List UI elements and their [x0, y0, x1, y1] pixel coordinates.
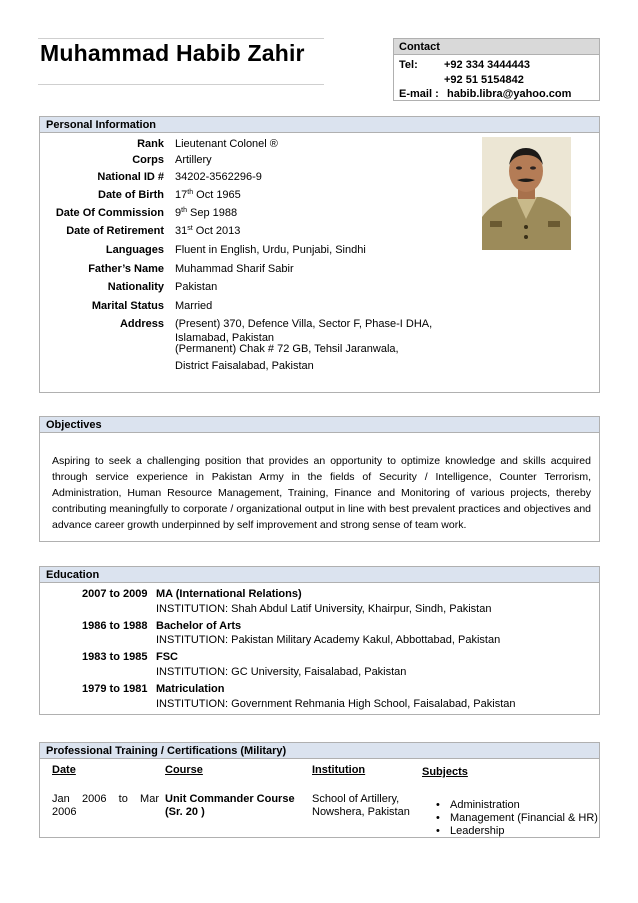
rank-value: Lieutenant Colonel ®: [175, 138, 278, 150]
languages-value: Fluent in English, Urdu, Punjabi, Sindhi: [175, 244, 366, 256]
training-course-line-1: Unit Commander Course: [165, 793, 295, 805]
personal-information-title: Personal Information: [40, 117, 599, 133]
candidate-name: Muhammad Habib Zahir: [40, 40, 305, 66]
dob-label: Date of Birth: [98, 189, 164, 201]
address-line-1: (Present) 370, Defence Villa, Sector F, Phase-I DHA,: [175, 318, 433, 330]
commission-label: Date Of Commission: [55, 207, 164, 219]
commission-suffix: th: [181, 207, 187, 214]
retirement-day: 31: [175, 225, 188, 237]
subject-item: • Administration: [436, 799, 598, 812]
tel-label: Tel:: [399, 59, 418, 71]
email-label: E-mail :: [399, 88, 439, 100]
training-institution-line-1: School of Artillery,: [312, 793, 400, 805]
national-id-label: National ID #: [97, 171, 164, 183]
contact-box: [393, 38, 600, 101]
father-name-label: Father’s Name: [88, 263, 164, 275]
dob-suffix: th: [187, 189, 194, 196]
subject-item: • Leadership: [436, 825, 598, 838]
tel-secondary: +92 51 5154842: [444, 74, 524, 86]
tel-primary: +92 334 3444443: [444, 59, 530, 71]
training-title: Professional Training / Certifications (Military): [40, 743, 599, 759]
education-degree: MA (International Relations): [156, 588, 302, 600]
address-label: Address: [119, 318, 164, 330]
training-subjects-list: [436, 799, 598, 838]
corps-label: Corps: [132, 154, 164, 166]
commission-day: 9: [175, 207, 182, 219]
retirement-label: Date of Retirement: [66, 225, 164, 237]
officer-portrait-icon: [482, 137, 571, 250]
dob-day: 17: [175, 189, 188, 201]
training-col-subjects: Subjects: [422, 766, 468, 778]
header-top-rule: [38, 38, 324, 39]
objectives-title: Objectives: [40, 417, 599, 433]
rank-label: Rank: [137, 138, 164, 150]
training-date: [52, 793, 159, 819]
objectives-section: [39, 416, 600, 542]
nationality-value: Pakistan: [175, 281, 218, 293]
training-date-line-1: Jan 2006 to Mar: [52, 793, 159, 805]
training-col-date: Date: [52, 764, 76, 776]
objectives-text: Aspiring to seek a challenging position that provides an opportunity to optimize knowledge and skills acquired through service experience in Pakistan Army in the fields of Security / Intelligence, Counter Terrorism, Administration, Human Resource Management, Training, Finance and Monitoring of various projects, thereby contributing meaningfully to corporate / organizational output in line with best prevalent practices and objectives and advance career growth underpinned by self improvement and strong sense of team work.: [52, 455, 591, 531]
email-value[interactable]: habib.libra@yahoo.com: [447, 88, 572, 100]
training-course: [165, 793, 295, 819]
education-institution: INSTITUTION: Government Rehmania High School, Faisalabad, Pakistan: [156, 698, 516, 710]
address-line-4: District Faisalabad, Pakistan: [175, 360, 314, 372]
education-years: 1986 to 1988: [82, 620, 148, 632]
subject-item: • Management (Financial & HR): [436, 812, 598, 825]
education-degree: Matriculation: [156, 683, 225, 695]
address-line-3: (Permanent) Chak # 72 GB, Tehsil Jaranwala,: [175, 343, 399, 355]
profile-photo: [482, 137, 571, 250]
education-title: Education: [40, 567, 599, 583]
retirement-value: [175, 225, 240, 237]
retirement-suffix: st: [187, 225, 193, 232]
education-years: 2007 to 2009: [82, 588, 148, 600]
dob-value: [175, 189, 241, 201]
dob-month-year: Oct 1965: [193, 189, 241, 201]
training-section: [39, 742, 600, 838]
national-id-value: 34202-3562296-9: [175, 171, 262, 183]
training-course-line-2: (Sr. 20 ): [165, 806, 205, 818]
education-years: 1979 to 1981: [82, 683, 148, 695]
education-years: 1983 to 1985: [82, 651, 148, 663]
retirement-month-year: Oct 2013: [192, 225, 241, 237]
education-institution: INSTITUTION: GC University, Faisalabad, Pakistan: [156, 666, 407, 678]
corps-value: Artillery: [175, 154, 212, 166]
education-degree: Bachelor of Arts: [156, 620, 242, 632]
header-bottom-rule: [38, 84, 324, 85]
training-col-institution: Institution: [312, 764, 366, 776]
address-line-2: Islamabad, Pakistan: [175, 332, 275, 344]
nationality-label: Nationality: [107, 281, 164, 293]
education-institution: INSTITUTION: Shah Abdul Latif University, Khairpur, Sindh, Pakistan: [156, 603, 492, 615]
education-degree: FSC: [156, 651, 178, 663]
personal-information-section: [39, 116, 600, 393]
languages-label: Languages: [105, 244, 164, 256]
commission-month-year: Sep 1988: [186, 207, 238, 219]
father-name-value: Muhammad Sharif Sabir: [175, 263, 294, 275]
marital-status-label: Marital Status: [91, 300, 164, 312]
training-col-course: Course: [165, 764, 203, 776]
commission-value: [175, 207, 237, 219]
education-institution: INSTITUTION: Pakistan Military Academy Kakul, Abbottabad, Pakistan: [156, 634, 501, 646]
training-date-line-2: 2006: [52, 806, 77, 818]
marital-status-value: Married: [175, 300, 213, 312]
training-institution: [312, 793, 410, 819]
training-institution-line-2: Nowshera, Pakistan: [312, 806, 410, 818]
education-section: [39, 566, 600, 715]
contact-title: Contact: [394, 39, 599, 55]
